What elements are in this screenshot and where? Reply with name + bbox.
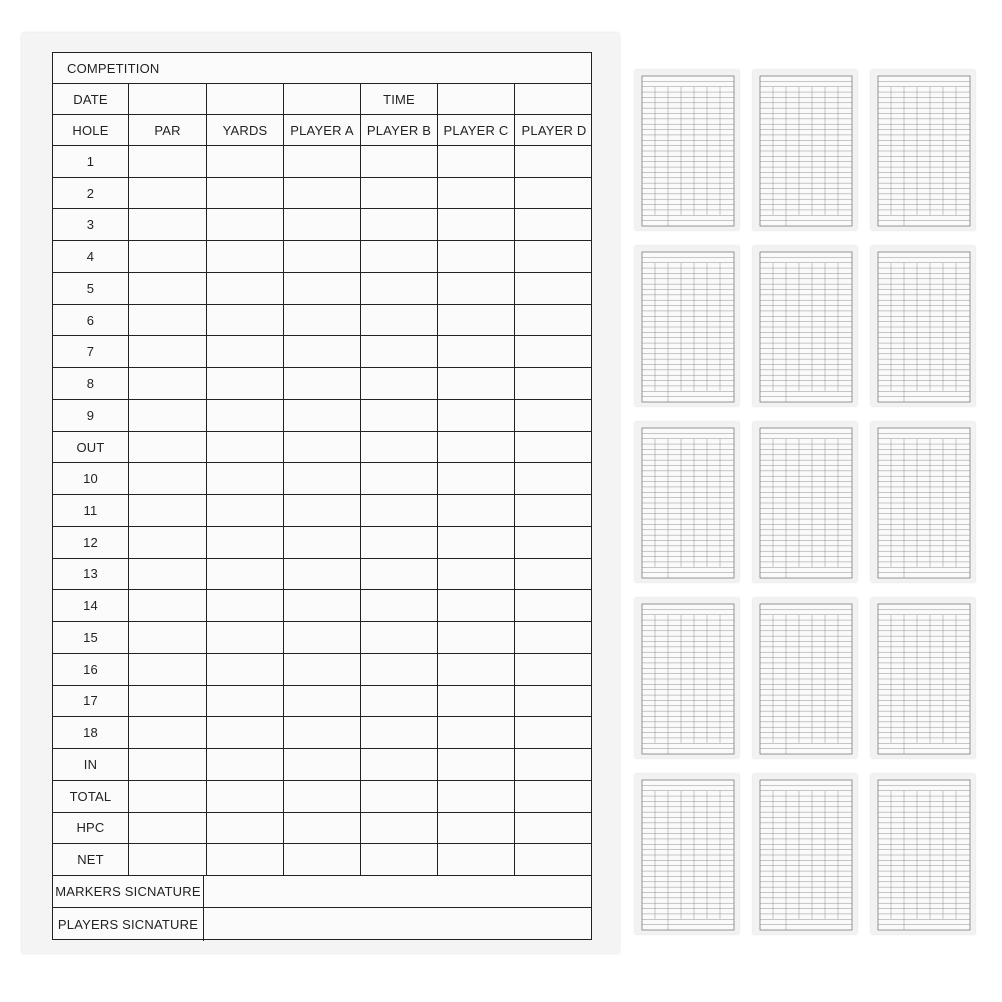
score-cell[interactable] [438, 622, 515, 653]
score-cell[interactable] [438, 527, 515, 558]
score-cell[interactable] [361, 527, 438, 558]
header-player-b: PLAYER B [361, 115, 438, 145]
competition-label: COMPETITION [67, 60, 160, 76]
score-cell[interactable] [515, 559, 593, 590]
score-cell[interactable] [438, 686, 515, 717]
score-cell[interactable] [129, 178, 207, 209]
hole-label: OUT [53, 432, 129, 463]
score-cell[interactable] [515, 463, 593, 494]
hole-label: 14 [53, 590, 129, 621]
hole-row [53, 241, 591, 273]
header-row [53, 115, 591, 146]
scorecard-thumbnail [635, 598, 739, 758]
hole-label: 17 [53, 686, 129, 717]
score-cell[interactable] [284, 813, 361, 844]
score-cell[interactable] [129, 400, 207, 431]
date-field-2[interactable] [207, 84, 284, 114]
hole-row [53, 527, 591, 559]
score-cell[interactable] [438, 209, 515, 240]
score-cell[interactable] [207, 781, 284, 812]
score-cell[interactable] [284, 146, 361, 177]
hole-row [53, 178, 591, 210]
score-cell[interactable] [207, 400, 284, 431]
score-cell[interactable] [207, 813, 284, 844]
score-cell[interactable] [129, 463, 207, 494]
hole-row [53, 400, 591, 432]
score-cell[interactable] [284, 844, 361, 875]
hole-row [53, 336, 591, 368]
score-cell[interactable] [207, 146, 284, 177]
score-cell[interactable] [284, 686, 361, 717]
score-cell[interactable] [207, 336, 284, 367]
date-time-row [53, 84, 591, 115]
score-cell[interactable] [438, 717, 515, 748]
score-cell[interactable] [361, 432, 438, 463]
score-cell[interactable] [515, 178, 593, 209]
time-field[interactable] [438, 84, 515, 114]
score-cell[interactable] [129, 622, 207, 653]
score-cell[interactable] [438, 336, 515, 367]
score-cell[interactable] [284, 305, 361, 336]
score-cell[interactable] [129, 717, 207, 748]
hole-label: TOTAL [53, 781, 129, 812]
score-cell[interactable] [515, 686, 593, 717]
score-cell[interactable] [284, 273, 361, 304]
scorecard-thumbnail [753, 70, 857, 230]
score-cell[interactable] [515, 400, 593, 431]
score-cell[interactable] [207, 209, 284, 240]
score-cell[interactable] [284, 622, 361, 653]
score-cell[interactable] [207, 654, 284, 685]
score-cell[interactable] [361, 749, 438, 780]
score-cell[interactable] [361, 813, 438, 844]
score-cell[interactable] [361, 686, 438, 717]
score-cell[interactable] [361, 590, 438, 621]
scorecard-thumbnail [871, 774, 975, 934]
hole-row [53, 622, 591, 654]
hole-label: 16 [53, 654, 129, 685]
hole-label: NET [53, 844, 129, 875]
scorecard-thumbnail [871, 70, 975, 230]
score-cell[interactable] [207, 273, 284, 304]
score-cell[interactable] [361, 305, 438, 336]
players-signature-field[interactable] [204, 908, 593, 941]
score-cell[interactable] [438, 844, 515, 875]
score-cell[interactable] [438, 273, 515, 304]
score-cell[interactable] [284, 749, 361, 780]
score-cell[interactable] [129, 241, 207, 272]
score-cell[interactable] [515, 368, 593, 399]
hole-row [53, 305, 591, 337]
hole-row [53, 495, 591, 527]
score-cell[interactable] [207, 686, 284, 717]
score-cell[interactable] [438, 559, 515, 590]
score-cell[interactable] [515, 305, 593, 336]
score-cell[interactable] [207, 463, 284, 494]
time-field-2[interactable] [515, 84, 593, 114]
time-label: TIME [361, 84, 438, 114]
score-cell[interactable] [515, 432, 593, 463]
score-cell[interactable] [207, 559, 284, 590]
score-cell[interactable] [515, 273, 593, 304]
date-field[interactable] [129, 84, 207, 114]
score-cell[interactable] [129, 146, 207, 177]
hole-row [53, 368, 591, 400]
header-player-d: PLAYER D [521, 122, 587, 138]
hole-label: 6 [53, 305, 129, 336]
hole-label: HPC [53, 813, 129, 844]
score-cell[interactable] [515, 590, 593, 621]
hole-label: 9 [53, 400, 129, 431]
score-cell[interactable] [438, 178, 515, 209]
hole-row [53, 273, 591, 305]
hole-label: 13 [53, 559, 129, 590]
hole-label: 15 [53, 622, 129, 653]
score-cell[interactable] [438, 654, 515, 685]
score-cell[interactable] [207, 432, 284, 463]
score-cell[interactable] [284, 590, 361, 621]
score-cell[interactable] [361, 336, 438, 367]
hole-row [53, 463, 591, 495]
scorecard-thumbnail [753, 246, 857, 406]
score-cell[interactable] [207, 178, 284, 209]
hole-label: IN [53, 749, 129, 780]
hole-row [53, 844, 591, 876]
score-cell[interactable] [284, 209, 361, 240]
score-cell[interactable] [284, 400, 361, 431]
score-cell[interactable] [361, 146, 438, 177]
score-cell[interactable] [438, 368, 515, 399]
markers-signature-label: MARKERS SICNATURE [53, 876, 204, 907]
score-cell[interactable] [284, 432, 361, 463]
hole-row [53, 654, 591, 686]
score-cell[interactable] [515, 717, 593, 748]
score-cell[interactable] [438, 241, 515, 272]
date-field-3[interactable] [284, 84, 361, 114]
hole-label: 3 [53, 209, 129, 240]
score-cell[interactable] [207, 527, 284, 558]
score-cell[interactable] [515, 241, 593, 272]
score-cell[interactable] [129, 527, 207, 558]
hole-label: 18 [53, 717, 129, 748]
hole-label: 8 [53, 368, 129, 399]
score-cell[interactable] [515, 527, 593, 558]
hole-label: 7 [53, 336, 129, 367]
score-cell[interactable] [207, 305, 284, 336]
scorecard-thumbnail [635, 774, 739, 934]
scorecard-thumbnail [871, 246, 975, 406]
players-signature-label: PLAYERS SICNATURE [53, 908, 204, 941]
score-cell[interactable] [361, 209, 438, 240]
date-label: DATE [53, 84, 129, 114]
score-cell[interactable] [361, 178, 438, 209]
score-cell[interactable] [438, 590, 515, 621]
players-signature-row [53, 908, 591, 941]
hole-row [53, 813, 591, 845]
score-cell[interactable] [284, 178, 361, 209]
hole-row [53, 146, 591, 178]
score-cell[interactable] [515, 749, 593, 780]
score-cell[interactable] [129, 686, 207, 717]
score-cell[interactable] [129, 559, 207, 590]
hole-row [53, 432, 591, 464]
score-cell[interactable] [361, 622, 438, 653]
hole-row [53, 559, 591, 591]
hole-row [53, 717, 591, 749]
scorecard-thumbnail [753, 774, 857, 934]
competition-row [53, 53, 591, 84]
score-cell[interactable] [129, 273, 207, 304]
score-cell[interactable] [361, 273, 438, 304]
score-cell[interactable] [284, 368, 361, 399]
score-cell[interactable] [284, 463, 361, 494]
score-cell[interactable] [361, 559, 438, 590]
score-cell[interactable] [207, 241, 284, 272]
score-cell[interactable] [515, 495, 593, 526]
scorecard-thumbnail [635, 246, 739, 406]
scorecard-thumbnail [753, 422, 857, 582]
score-cell[interactable] [207, 495, 284, 526]
score-cell[interactable] [284, 717, 361, 748]
score-cell[interactable] [438, 463, 515, 494]
score-cell[interactable] [129, 590, 207, 621]
scorecard-thumbnail [871, 598, 975, 758]
score-cell[interactable] [207, 622, 284, 653]
score-cell[interactable] [361, 781, 438, 812]
score-cell[interactable] [515, 844, 593, 875]
scorecard-thumbnail [635, 422, 739, 582]
score-cell[interactable] [129, 305, 207, 336]
score-cell[interactable] [207, 368, 284, 399]
score-cell[interactable] [361, 654, 438, 685]
header-yards: YARDS [207, 115, 284, 145]
score-cell[interactable] [129, 749, 207, 780]
score-cell[interactable] [129, 336, 207, 367]
scorecard-thumbnail [871, 422, 975, 582]
score-cell[interactable] [438, 400, 515, 431]
score-cell[interactable] [361, 368, 438, 399]
score-cell[interactable] [515, 622, 593, 653]
score-cell[interactable] [438, 749, 515, 780]
score-cell[interactable] [207, 749, 284, 780]
score-cell[interactable] [438, 146, 515, 177]
score-cell[interactable] [129, 368, 207, 399]
score-cell[interactable] [515, 813, 593, 844]
score-cell[interactable] [438, 781, 515, 812]
scorecard-thumbnail [635, 70, 739, 230]
score-cell[interactable] [284, 781, 361, 812]
score-cell[interactable] [361, 717, 438, 748]
header-player-a: PLAYER A [284, 115, 361, 145]
hole-label: 2 [53, 178, 129, 209]
markers-signature-field[interactable] [204, 876, 593, 907]
header-par: PAR [129, 115, 207, 145]
hole-label: 5 [53, 273, 129, 304]
score-cell[interactable] [284, 654, 361, 685]
score-cell[interactable] [361, 463, 438, 494]
score-cell[interactable] [515, 146, 593, 177]
score-cell[interactable] [438, 495, 515, 526]
score-cell[interactable] [129, 654, 207, 685]
score-cell[interactable] [207, 717, 284, 748]
hole-row [53, 749, 591, 781]
score-cell[interactable] [284, 527, 361, 558]
header-hole: HOLE [53, 115, 129, 145]
score-cell[interactable] [438, 432, 515, 463]
score-cell[interactable] [361, 241, 438, 272]
hole-row [53, 209, 591, 241]
hole-label: 11 [53, 495, 129, 526]
hole-label: 12 [53, 527, 129, 558]
score-cell[interactable] [129, 781, 207, 812]
score-cell[interactable] [207, 844, 284, 875]
score-cell[interactable] [284, 336, 361, 367]
markers-signature-row [53, 876, 591, 908]
score-cell[interactable] [361, 495, 438, 526]
scorecard-grid [52, 52, 592, 940]
score-cell[interactable] [129, 432, 207, 463]
score-cell[interactable] [129, 495, 207, 526]
score-cell[interactable] [515, 781, 593, 812]
score-cell[interactable] [438, 813, 515, 844]
scorecard-thumbnail [753, 598, 857, 758]
header-player-c: PLAYER C [438, 115, 515, 145]
hole-label: 4 [53, 241, 129, 272]
hole-label: 1 [53, 146, 129, 177]
score-cell[interactable] [438, 305, 515, 336]
score-cell[interactable] [361, 400, 438, 431]
score-cell[interactable] [207, 590, 284, 621]
score-cell[interactable] [129, 209, 207, 240]
score-cell[interactable] [515, 654, 593, 685]
hole-row [53, 590, 591, 622]
score-cell[interactable] [284, 559, 361, 590]
hole-row [53, 781, 591, 813]
hole-label: 10 [53, 463, 129, 494]
hole-row [53, 686, 591, 718]
score-cell[interactable] [515, 336, 593, 367]
score-cell[interactable] [361, 844, 438, 875]
score-cell[interactable] [284, 495, 361, 526]
score-cell[interactable] [284, 241, 361, 272]
score-cell[interactable] [515, 209, 593, 240]
score-cell[interactable] [129, 813, 207, 844]
score-cell[interactable] [129, 844, 207, 875]
